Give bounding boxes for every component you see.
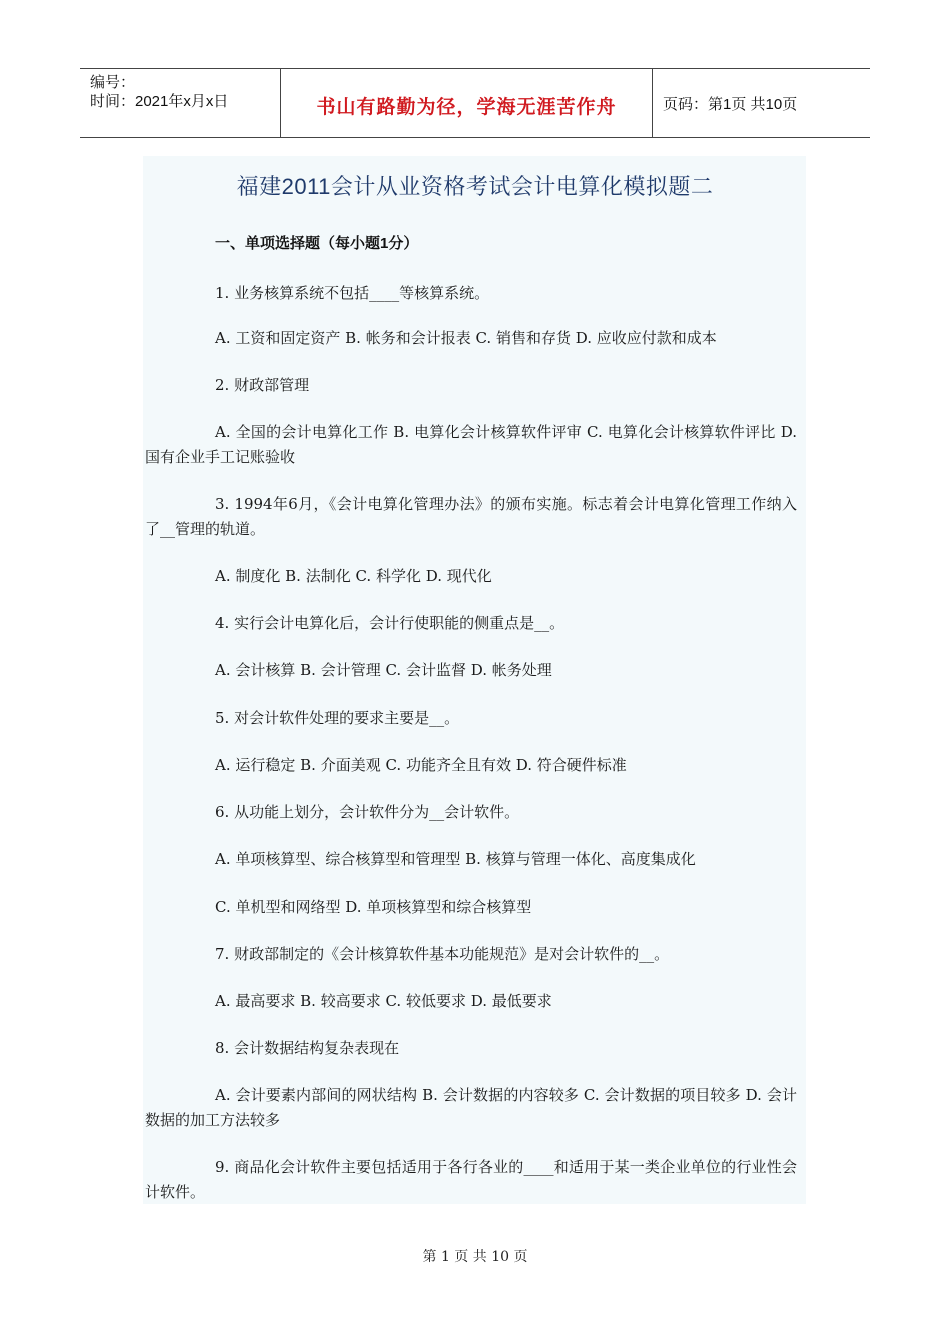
question-7-options: A. 最高要求 B. 较高要求 C. 较低要求 D. 最低要求 — [215, 992, 552, 1010]
question-1-options: A. 工资和固定资产 B. 帐务和会计报表 C. 销售和存货 D. 应收应付款和成本 — [215, 329, 717, 347]
question-9: 9. 商品化会计软件主要包括适用于各行各业的____和适用于某一类企业单位的行业性会计软件。 — [145, 1158, 797, 1201]
question-4-options: A. 会计核算 B. 会计管理 C. 会计监督 D. 帐务处理 — [215, 661, 552, 679]
question-2: 2. 财政部管理 — [215, 376, 310, 394]
page-footer: 第 1 页 共 10 页 — [422, 1249, 528, 1265]
question-7: 7. 财政部制定的《会计核算软件基本功能规范》是对会计软件的__。 — [215, 945, 670, 963]
header-number-label: 编号： — [90, 74, 136, 91]
question-3: 3. 1994年6月，《会计电算化管理办法》的颁布实施。标志着会计电算化管理工作纳入了__管理的轨道。 — [145, 495, 797, 538]
header-meta — [80, 69, 281, 137]
header-page-info: 页码：第1页 共10页 — [663, 95, 798, 113]
question-8-options: A. 会计要素内部间的网状结构 B. 会计数据的内容较多 C. 会计数据的项目较多 D. 会计数据的加工方法较多 — [145, 1086, 797, 1129]
question-1: 1. 业务核算系统不包括____等核算系统。 — [215, 284, 490, 302]
document-title: 福建2011会计从业资格考试会计电算化模拟题二 — [236, 174, 714, 199]
question-6-options-a: A. 单项核算型、综合核算型和管理型 B. 核算与管理一体化、高度集成化 — [215, 850, 696, 868]
header-motto-cell — [281, 69, 653, 137]
page-header — [80, 68, 870, 138]
section-heading: 一、单项选择题（每小题1分） — [215, 235, 419, 252]
header-motto: 书山有路勤为径，学海无涯苦作舟 — [316, 95, 617, 118]
question-5-options: A. 运行稳定 B. 介面美观 C. 功能齐全且有效 D. 符合硬件标准 — [215, 756, 627, 774]
question-2-options: A. 全国的会计电算化工作 B. 电算化会计核算软件评审 C. 电算化会计核算软件评比 D. 国有企业手工记账验收 — [145, 423, 797, 466]
header-date-label: 时间：2021年x月x日 — [90, 93, 229, 110]
question-3-options: A. 制度化 B. 法制化 C. 科学化 D. 现代化 — [215, 567, 492, 585]
question-5: 5. 对会计软件处理的要求主要是__。 — [215, 709, 460, 727]
question-4: 4. 实行会计电算化后，会计行使职能的侧重点是__。 — [215, 614, 565, 632]
question-6-options-b: C. 单机型和网络型 D. 单项核算型和综合核算型 — [215, 898, 532, 916]
question-8: 8. 会计数据结构复杂表现在 — [215, 1039, 400, 1057]
question-6: 6. 从功能上划分，会计软件分为__会计软件。 — [215, 803, 520, 821]
